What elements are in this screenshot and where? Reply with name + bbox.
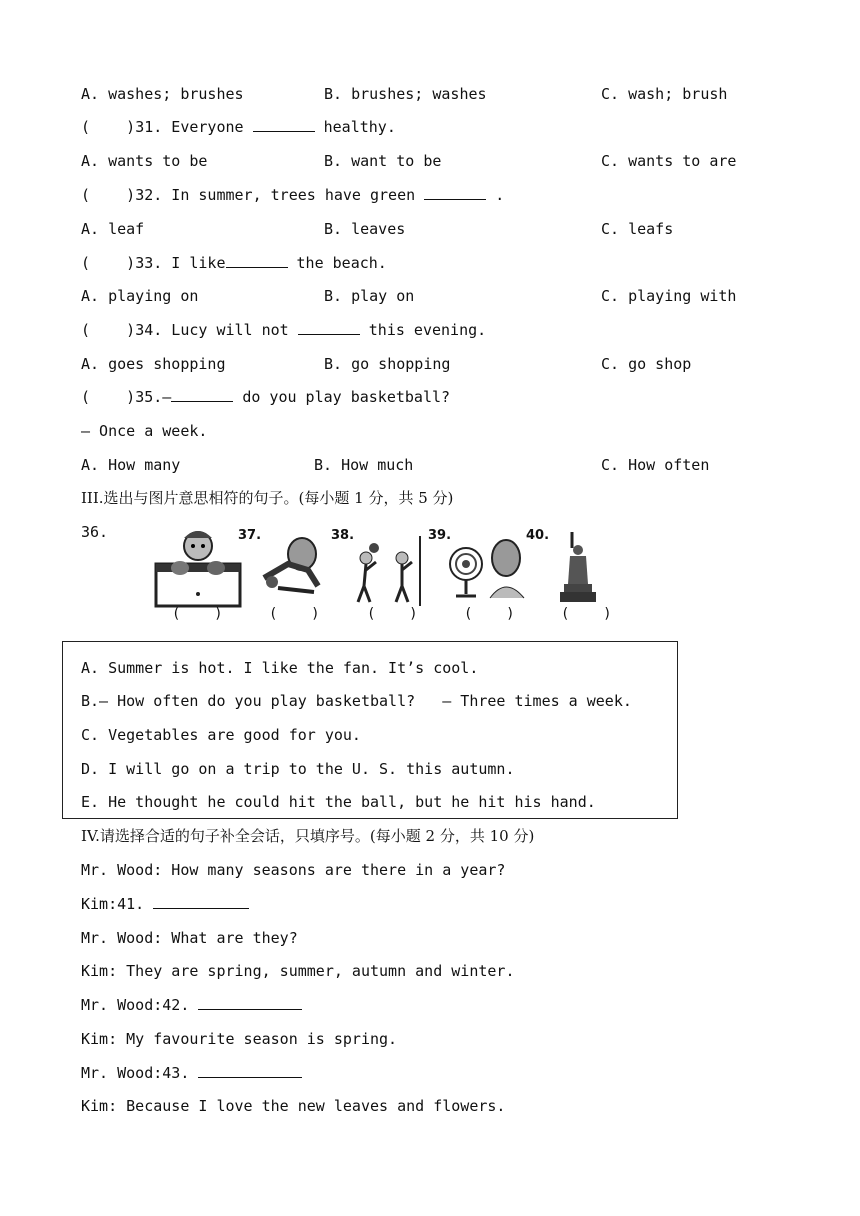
girl-with-fan-picture [446, 536, 530, 604]
blank-41 [153, 894, 249, 909]
picture-number: 38. [331, 528, 355, 543]
dialogue-line-42 [81, 995, 302, 1015]
blank-43 [198, 1063, 302, 1078]
q31-option-a: A. wants to be [81, 152, 208, 170]
dialogue-line: Mr. Wood: How many seasons are there in a year? [81, 861, 506, 879]
q35-stem [81, 387, 450, 407]
q34-blank [298, 320, 360, 335]
q33-option-c: C. playing with [601, 287, 737, 305]
q31-blank [253, 117, 315, 132]
picture-number: 37. [238, 528, 262, 543]
answer-paren: ( ) [81, 118, 136, 136]
q31-text: 31. Everyone [135, 118, 253, 136]
q32-stem [81, 185, 504, 205]
answer-paren: ( ) [561, 606, 612, 622]
q35-option-a: A. How many [81, 456, 181, 474]
statue-of-liberty-picture [556, 528, 600, 604]
box-option-e: E. He thought he could hit the ball, but he hit his hand. [81, 793, 596, 811]
answer-paren: ( ) [367, 606, 418, 622]
q33-option-b: B. play on [324, 287, 415, 305]
boy-eating-vegetables-picture [150, 524, 250, 608]
section-3-heading: III.选出与图片意思相符的句子。(每小题 1 分，共 5 分) [81, 489, 454, 507]
q35-text: 35.— [135, 388, 172, 406]
q35-blank [171, 387, 233, 402]
q35-option-c: C. How often [601, 456, 710, 474]
picture-number: 40. [526, 528, 550, 543]
q35-answer-line: — Once a week. [81, 422, 208, 440]
dialogue-line: Mr. Wood: What are they? [81, 929, 298, 947]
q33-stem [81, 253, 387, 273]
box-option-b: B.— How often do you play basketball? — Three times a week. [81, 692, 632, 710]
q30-option-a: A. washes; brushes [81, 85, 244, 103]
dialogue-line-43 [81, 1063, 302, 1083]
blank-42 [198, 995, 302, 1010]
answer-paren: ( ) [81, 186, 136, 204]
q30-option-c: C. wash; brush [601, 85, 728, 103]
q31-text-end: healthy. [314, 118, 396, 136]
answer-paren: ( ) [269, 606, 320, 622]
dialogue-line: Kim: They are spring, summer, autumn and winter. [81, 962, 515, 980]
dialogue-text: Mr. Wood:43. [81, 1064, 199, 1082]
q30-option-b: B. brushes; washes [324, 85, 487, 103]
dialogue-text: Mr. Wood:42. [81, 996, 199, 1014]
section-4-heading: IV.请选择合适的句子补全会话，只填序号。(每小题 2 分，共 10 分) [81, 827, 535, 845]
q32-option-b: B. leaves [324, 220, 406, 238]
q32-option-c: C. leafs [601, 220, 674, 238]
q33-option-a: A. playing on [81, 287, 199, 305]
q32-blank [424, 185, 486, 200]
q31-option-b: B. want to be [324, 152, 442, 170]
answer-paren: ( ) [172, 606, 223, 622]
q35-text-end: do you play basketball? [233, 388, 451, 406]
picture-number: 39. [428, 528, 452, 543]
box-option-c: C. Vegetables are good for you. [81, 726, 361, 744]
q34-option-c: C. go shop [601, 355, 692, 373]
dialogue-line: Kim: Because I love the new leaves and flowers. [81, 1097, 506, 1115]
q34-text: 34. Lucy will not [135, 321, 298, 339]
q34-stem [81, 320, 486, 340]
q32-option-a: A. leaf [81, 220, 145, 238]
q34-option-b: B. go shopping [324, 355, 451, 373]
picture-start-number: 36. [81, 523, 109, 541]
q33-blank [226, 253, 288, 268]
dialogue-line: Kim: My favourite season is spring. [81, 1030, 398, 1048]
boy-hit-hand-picture [258, 534, 328, 596]
q34-option-a: A. goes shopping [81, 355, 226, 373]
dialogue-text: Kim:41. [81, 895, 154, 913]
dialogue-line-41 [81, 894, 249, 914]
q34-text-end: this evening. [359, 321, 487, 339]
q32-text: 32. In summer, trees have green [135, 186, 425, 204]
q31-stem [81, 117, 396, 137]
basketball-players-picture [352, 536, 422, 606]
answer-paren: ( ) [81, 254, 136, 272]
q33-text-end: the beach. [287, 254, 387, 272]
answer-paren: ( ) [464, 606, 515, 622]
answer-paren: ( ) [81, 321, 136, 339]
q33-text: 33. I like [135, 254, 226, 272]
q35-option-b: B. How much [314, 456, 414, 474]
answer-paren: ( ) [81, 388, 136, 406]
box-option-a: A. Summer is hot. I like the fan. It’s cool. [81, 659, 479, 677]
box-option-d: D. I will go on a trip to the U. S. this autumn. [81, 760, 515, 778]
q32-text-end: . [486, 186, 505, 204]
q31-option-c: C. wants to are [601, 152, 737, 170]
